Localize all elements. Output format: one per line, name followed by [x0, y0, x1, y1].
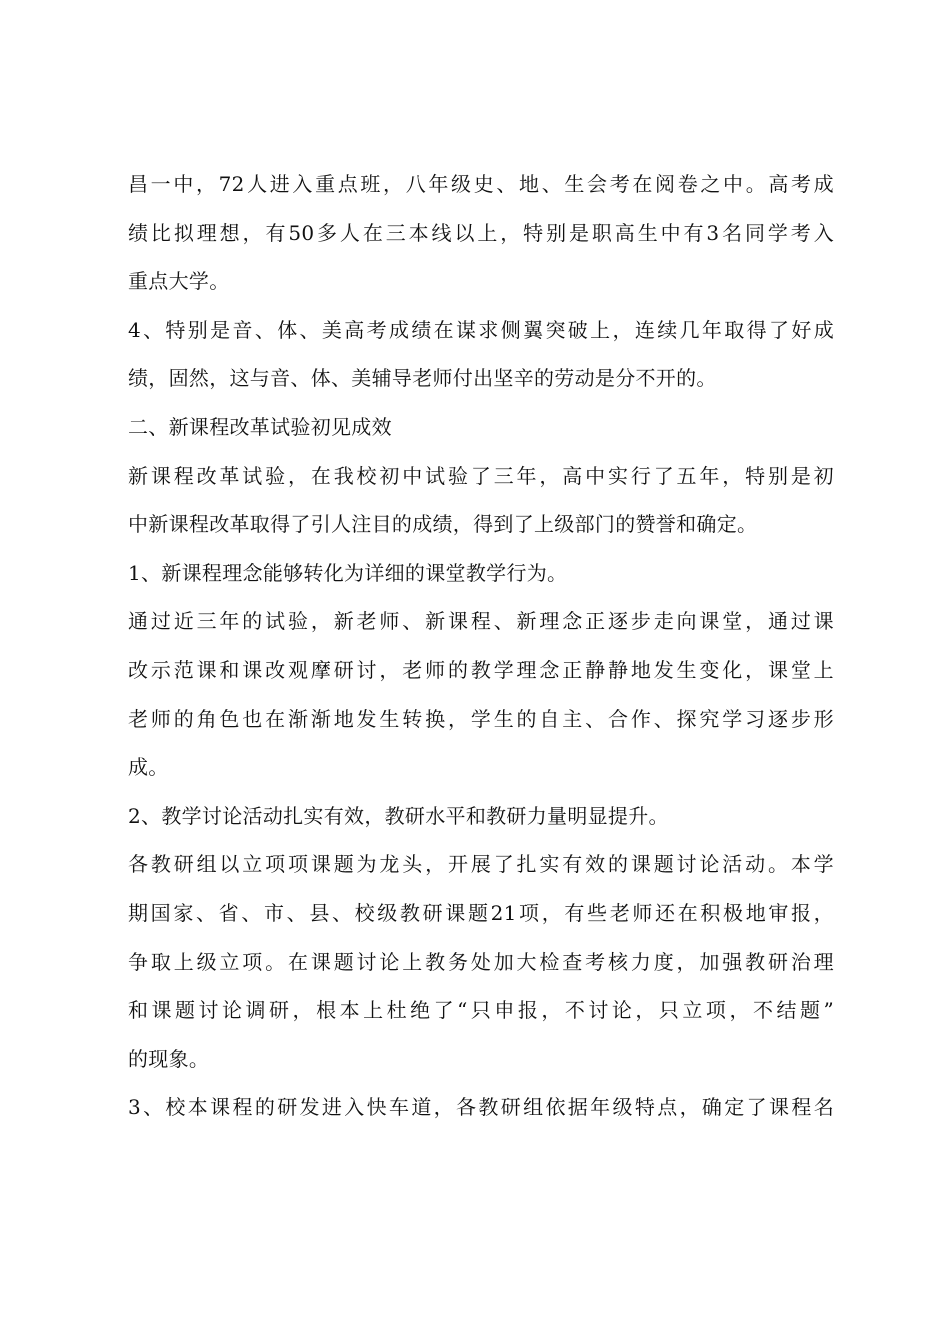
text-line: 2、教学讨论活动扎实有效，教研水平和教研力量明显提升。 — [128, 803, 669, 828]
text-line: 绩，固然，这与音、体、美辅导老师付出坚辛的劳动是分不开的。 — [128, 366, 717, 391]
text-line: 绩比拟理想，有50多人在三本线以上，特别是职高生中有3名同学考入 — [128, 220, 834, 245]
text-line: 和课题讨论调研，根本上杜绝了“只申报，不讨论，只立项，不结题” — [128, 998, 834, 1023]
text-line: 通过近三年的试验，新老师、新课程、新理念正逐步走向课堂，通过课 — [128, 609, 834, 634]
text-line: 老师的角色也在渐渐地发生转换，学生的自主、合作、探究学习逐步形 — [128, 706, 834, 731]
text-line: 的现象。 — [128, 1046, 210, 1071]
text-line: 期国家、省、市、县、校级教研课题21项，有些老师还在积极地审报， — [128, 900, 834, 925]
text-line: 争取上级立项。在课题讨论上教务处加大检查考核力度，加强教研治理 — [128, 949, 834, 974]
text-line: 二、新课程改革试验初见成效 — [128, 414, 392, 439]
text-line: 1、新课程理念能够转化为详细的课堂教学行为。 — [128, 560, 568, 585]
text-line: 新课程改革试验，在我校初中试验了三年，高中实行了五年，特别是初 — [128, 463, 834, 488]
text-line: 重点大学。 — [128, 269, 230, 294]
text-line: 改示范课和课改观摩研讨，老师的教学理念正静静地发生变化，课堂上 — [128, 657, 834, 682]
text-line: 昌一中，72人进入重点班，八年级史、地、生会考在阅卷之中。高考成 — [128, 172, 834, 196]
text-line: 成。 — [128, 755, 169, 780]
text-line: 4、特别是音、体、美高考成绩在谋求侧翼突破上，连续几年取得了好成 — [128, 317, 834, 342]
document-page — [128, 160, 834, 1132]
text-line: 各教研组以立项项课题为龙头，开展了扎实有效的课题讨论活动。本学 — [128, 852, 834, 877]
text-line: 中新课程改革取得了引人注目的成绩，得到了上级部门的赞誉和确定。 — [128, 512, 758, 537]
text-line: 3、校本课程的研发进入快车道，各教研组依据年级特点，确定了课程名 — [128, 1095, 834, 1120]
